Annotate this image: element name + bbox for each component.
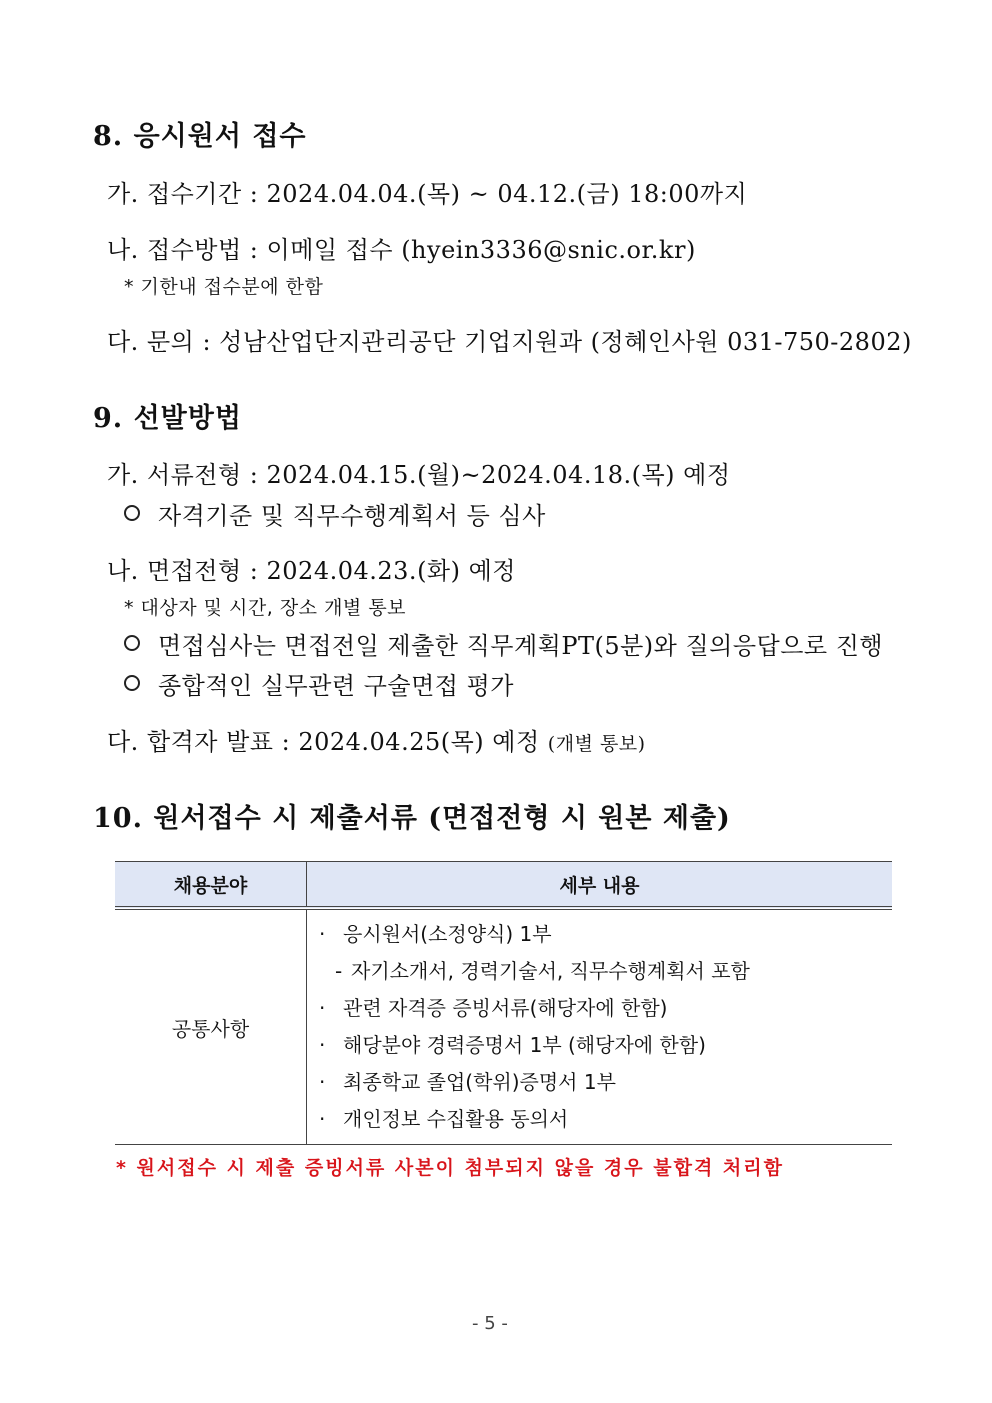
required-documents-table [115, 861, 892, 1145]
detail-cell [307, 908, 893, 1145]
page-number: - 5 - [472, 1313, 508, 1334]
list-item: · 해당분야 경력증명서 1부 (해당자에 한함) [319, 1033, 706, 1057]
section9-interview: 나. 면접전형 : 2024.04.23.(화) 예정 [107, 557, 516, 585]
section8-contact: 다. 문의 : 성남산업단지관리공단 기업지원과 (정혜인사원 031-750-2802) [107, 328, 912, 356]
section9-announcement: 다. 합격자 발표 : 2024.04.25(목) 예정 (개별 통보) [107, 728, 646, 756]
section9-heading: 9. 선발방법 [93, 403, 242, 434]
circle-bullet-icon [124, 505, 140, 521]
table-row [115, 908, 892, 1145]
list-item: - 자기소개서, 경력기술서, 직무수행계획서 포함 [335, 959, 750, 983]
list-item: · 최종학교 졸업(학위)증명서 1부 [319, 1070, 616, 1094]
section10-heading: 10. 원서접수 시 제출서류 (면접전형 시 원본 제출) [93, 803, 731, 834]
list-item: · 관련 자격증 증빙서류(해당자에 한함) [319, 996, 668, 1020]
category-cell: 공통사항 [115, 908, 307, 1145]
section8-method-note: * 기한내 접수분에 한함 [124, 276, 324, 298]
section8-period: 가. 접수기간 : 2024.04.04.(목) ~ 04.12.(금) 18:00까지 [107, 180, 748, 208]
section9-document-screening: 가. 서류전형 : 2024.04.15.(월)~2024.04.18.(목) 예정 [107, 461, 731, 489]
section9-interview-bullet-1: 면접심사는 면접전일 제출한 직무계획PT(5분)와 질의응답으로 진행 [124, 626, 883, 661]
section8-method: 나. 접수방법 : 이메일 접수 (hyein3336@snic.or.kr) [107, 236, 696, 264]
section8-heading: 8. 응시원서 접수 [93, 121, 307, 152]
submission-warning: * 원서접수 시 제출 증빙서류 사본이 첨부되지 않을 경우 불합격 처리함 [116, 1157, 784, 1179]
list-item: · 응시원서(소정양식) 1부 [319, 922, 552, 946]
circle-bullet-icon [124, 675, 140, 691]
table-header-detail: 세부 내용 [307, 862, 893, 909]
section9-document-bullet: 자격기준 및 직무수행계획서 등 심사 [124, 496, 546, 531]
table-header-field: 채용분야 [115, 862, 307, 909]
circle-bullet-icon [124, 635, 140, 651]
section9-interview-bullet-2: 종합적인 실무관련 구술면접 평가 [124, 666, 514, 701]
list-item: · 개인정보 수집활용 동의서 [319, 1107, 569, 1131]
section9-interview-note: * 대상자 및 시간, 장소 개별 통보 [124, 597, 407, 619]
